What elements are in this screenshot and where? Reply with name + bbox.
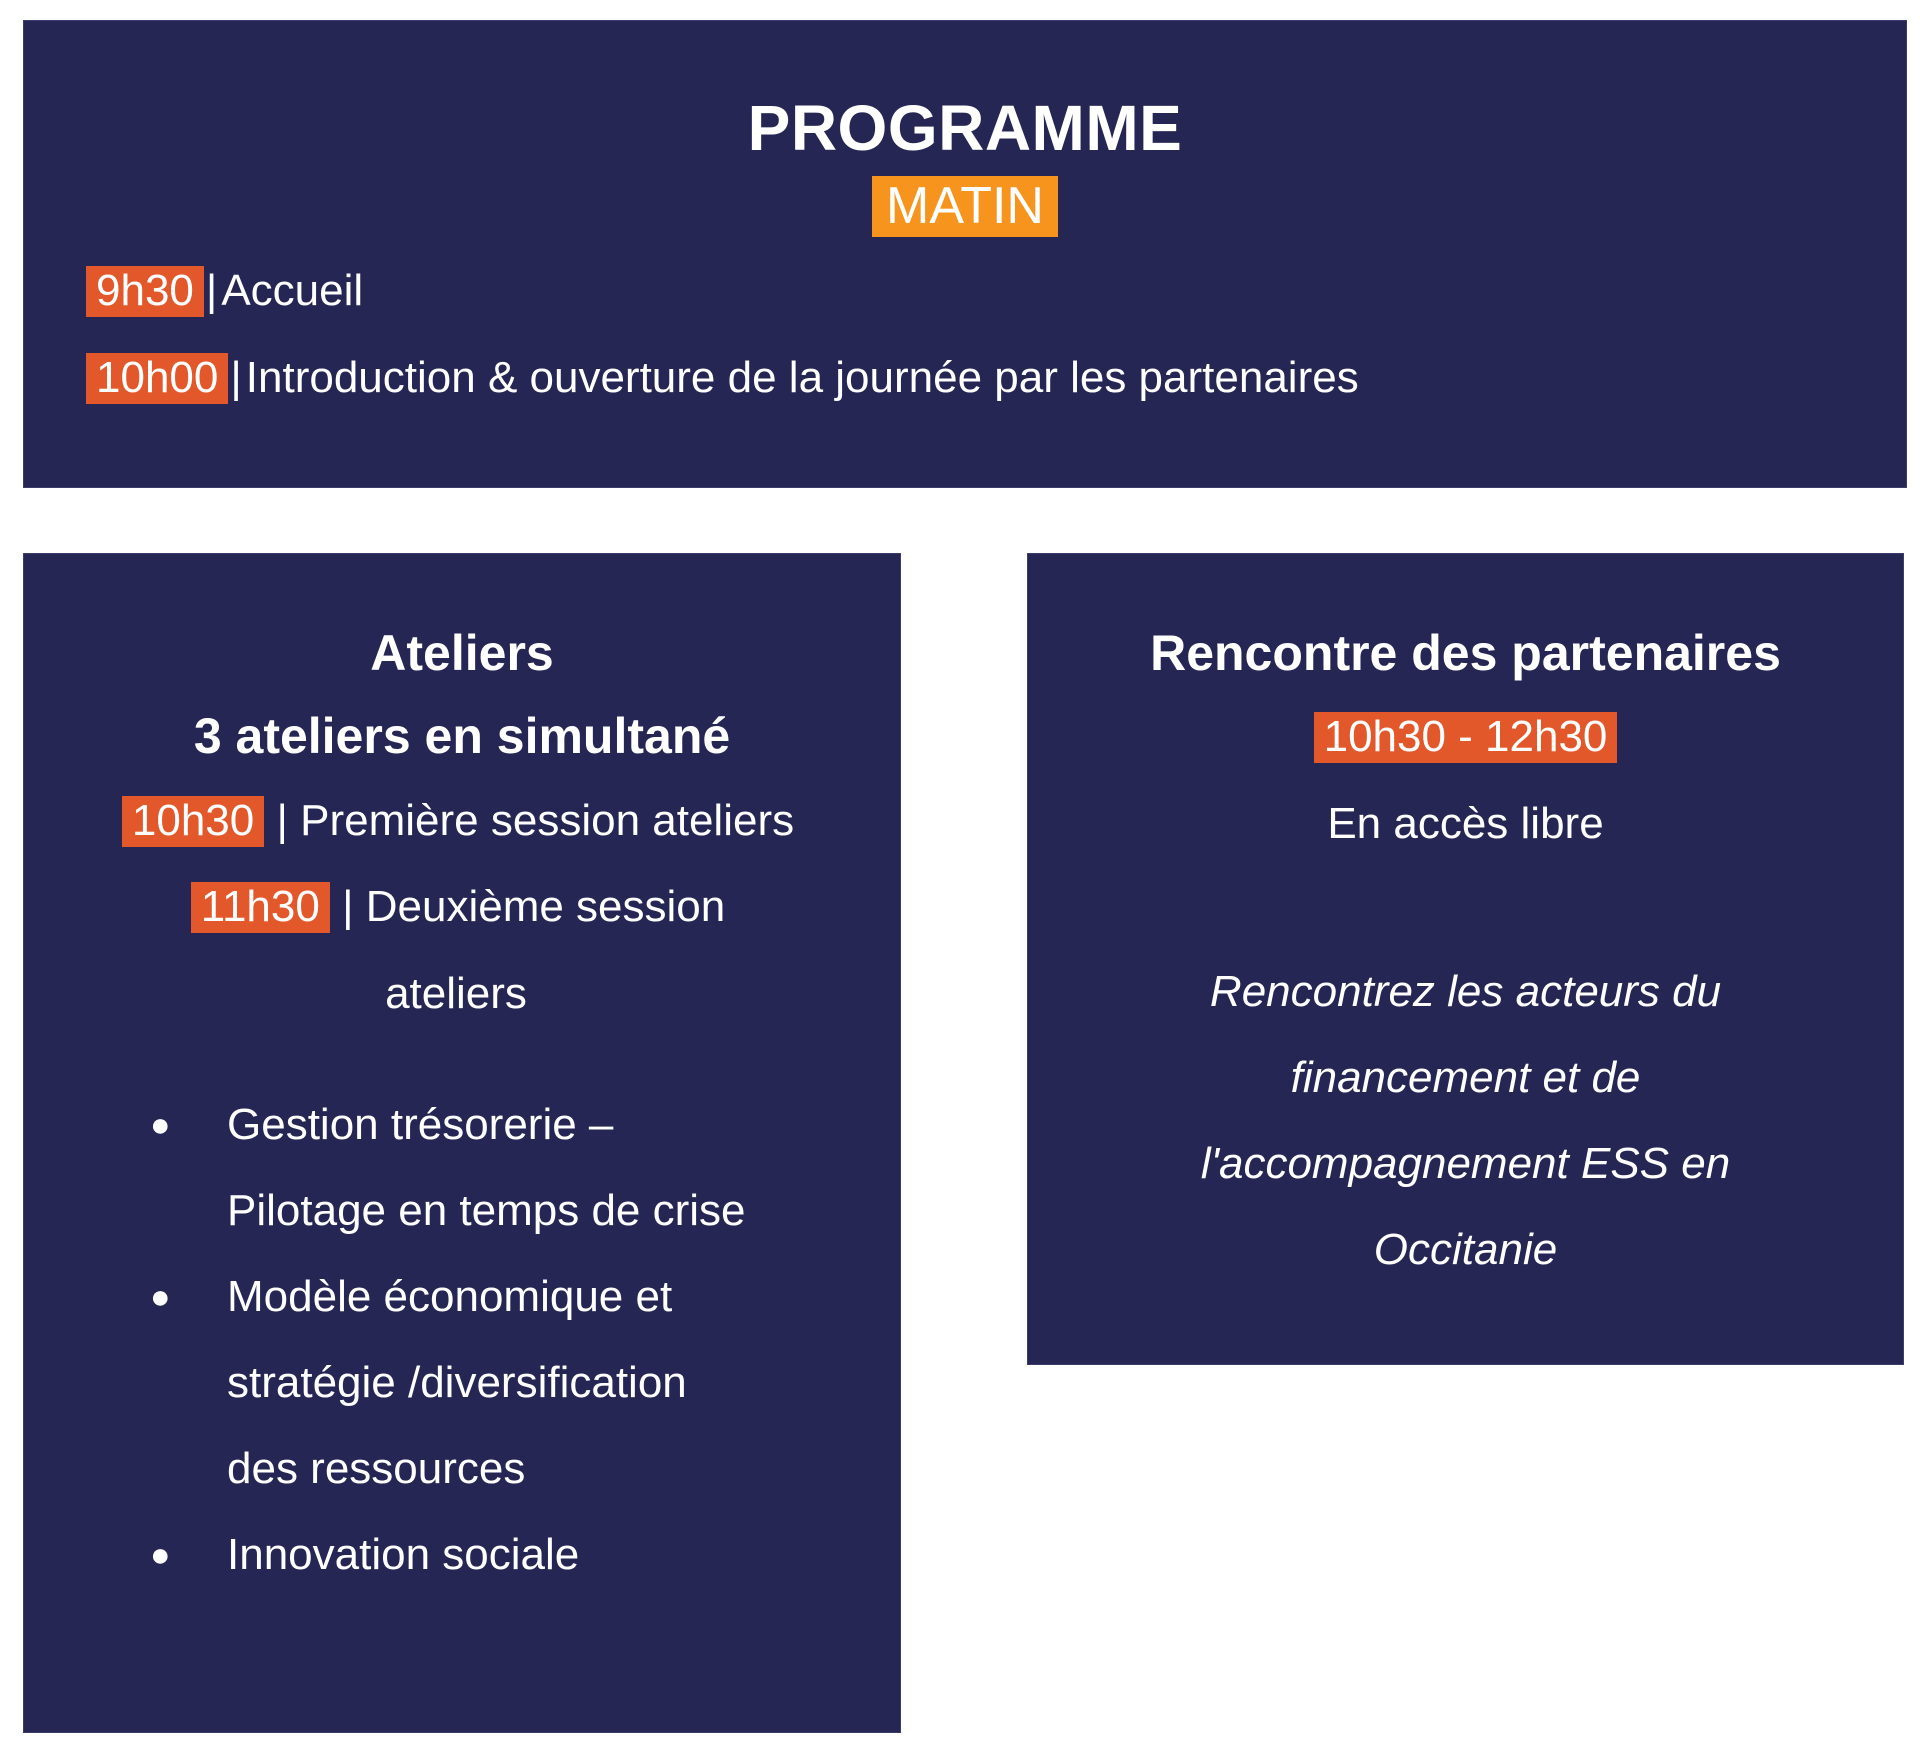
description-line: Rencontrez les acteurs du — [1209, 967, 1722, 1016]
topic-line: Gestion trésorerie – — [227, 1100, 614, 1149]
topic-line: des ressources — [227, 1444, 526, 1493]
description-line: l'accompagnement ESS en — [1200, 1139, 1731, 1188]
separator: | — [276, 796, 288, 845]
session-row-second — [16, 882, 900, 933]
atelier-topics-list — [140, 1082, 860, 1598]
bullet-icon: ● — [150, 1278, 171, 1316]
description-line: financement et de — [1290, 1053, 1641, 1102]
topic-line: Modèle économique et — [227, 1272, 673, 1321]
programme-title: PROGRAMME — [747, 92, 1183, 164]
schedule-label: Accueil — [221, 266, 364, 315]
time-badge: 10h30 - 12h30 — [1314, 712, 1618, 763]
time-badge: 9h30 — [86, 266, 204, 317]
topic-line: Pilotage en temps de crise — [227, 1186, 746, 1235]
period-label-wrap — [24, 176, 1906, 237]
rencontre-title: Rencontre des partenaires — [1150, 625, 1781, 681]
bullet-icon: ● — [150, 1536, 171, 1574]
separator: | — [205, 266, 218, 315]
description-line: Occitanie — [1373, 1225, 1558, 1274]
separator: | — [342, 882, 354, 931]
ateliers-subtitle: 3 ateliers en simultané — [193, 708, 731, 764]
session-row-first — [16, 796, 900, 847]
list-item — [140, 1512, 860, 1598]
rencontre-description — [1028, 949, 1903, 1293]
schedule-row-accueil — [86, 266, 363, 317]
period-badge: MATIN — [872, 176, 1058, 237]
time-badge: 10h30 — [122, 796, 264, 847]
rencontre-panel — [1027, 553, 1904, 1365]
session-label: Deuxième session — [365, 882, 726, 931]
rencontre-time-wrap — [1028, 712, 1903, 763]
bullet-icon: ● — [150, 1106, 171, 1144]
access-label: En accès libre — [1327, 799, 1604, 848]
time-badge: 10h00 — [86, 353, 228, 404]
schedule-label: Introduction & ouverture de la journée par les partenaires — [245, 353, 1359, 402]
time-badge: 11h30 — [191, 882, 330, 933]
list-item — [140, 1254, 860, 1512]
schedule-row-introduction — [86, 353, 1359, 404]
session-label-continued: ateliers — [385, 969, 527, 1018]
list-item — [140, 1082, 860, 1254]
ateliers-title: Ateliers — [370, 625, 554, 681]
session-label: Première session ateliers — [300, 796, 795, 845]
separator: | — [230, 353, 242, 402]
topic-line: stratégie /diversification — [227, 1358, 687, 1407]
programme-panel — [23, 20, 1907, 488]
topic-line: Innovation sociale — [227, 1530, 580, 1579]
